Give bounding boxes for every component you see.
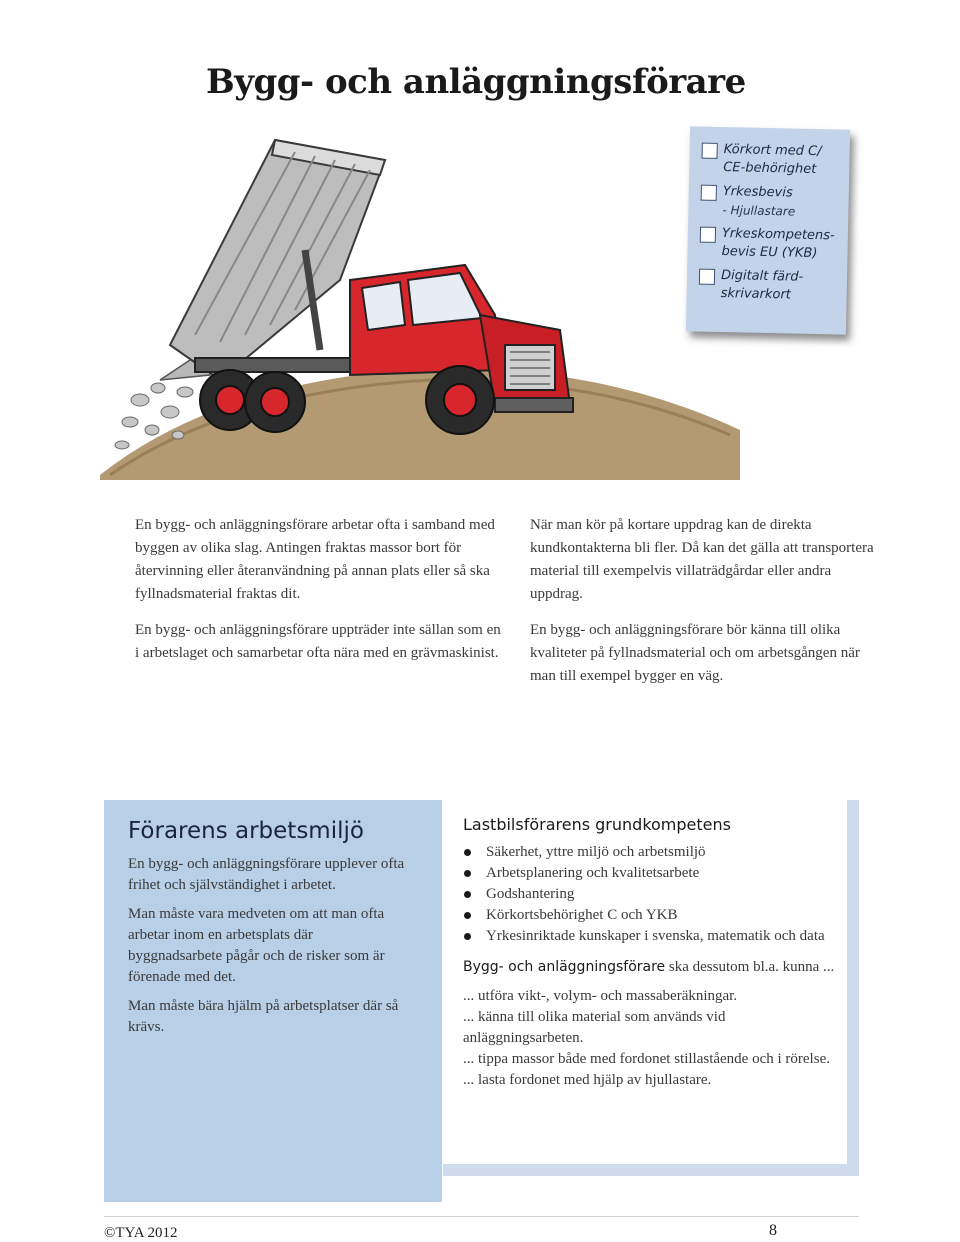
extra-skills-lead [463, 957, 841, 978]
extra-skills-lead-text: ska dessutom bl.a. kunna ... [665, 959, 835, 975]
competence-list [463, 842, 833, 947]
requirement-item [698, 267, 847, 306]
work-environment-panel [104, 800, 442, 1202]
checkbox-icon[interactable] [699, 269, 715, 285]
intro-paragraph: En bygg- och anläggningsförare bör känna till olika kvaliteter på fyllnadsmaterial och om arbetsgången när man till exempel bygger en väg. [530, 622, 860, 684]
extra-skill-item: ... känna till olika material som används vid anläggningsarbeten. [463, 1009, 726, 1046]
dump-truck-illustration [100, 130, 740, 480]
competence-panel-inner [443, 800, 847, 1164]
requirement-item [701, 141, 850, 180]
extra-skills [463, 957, 841, 1091]
checkbox-icon[interactable] [700, 227, 716, 243]
competence-item: Arbetsplanering och kvalitetsarbete [463, 863, 833, 884]
competence-item: Körkortsbehörighet C och YKB [463, 905, 833, 926]
work-environment-heading: Förarens arbetsmiljö [128, 818, 364, 844]
intro-paragraph: En bygg- och anläggningsförare uppträder inte sällan som en i arbetslaget och samarbetar ofta nära med en grävmaskinist. [135, 622, 501, 661]
requirement-label: Yrkeskompetens-bevis EU (YKB) [721, 226, 835, 262]
checkbox-icon[interactable] [701, 185, 717, 201]
requirement-label: Digitalt färd-skrivarkort [720, 268, 804, 303]
competence-item: Säkerhet, yttre miljö och arbetsmiljö [463, 842, 833, 863]
competence-heading: Lastbilsförarens grundkompetens [463, 815, 731, 834]
requirements-panel [686, 126, 850, 334]
requirements-list [686, 126, 850, 305]
extra-skill-item: ... tippa massor både med fordonet stillastående och i rörelse. [463, 1051, 830, 1067]
extra-skill-item: ... utföra vikt-, volym- och massaberäkningar. [463, 988, 738, 1004]
extra-skills-role: Bygg- och anläggningsförare [463, 959, 666, 975]
requirement-item [700, 183, 849, 222]
footer-copyright: ©TYA 2012 [104, 1225, 178, 1241]
work-environment-paragraph: En bygg- och anläggningsförare upplever ofta frihet och självständighet i arbetet. [128, 856, 405, 893]
competence-item: Yrkesinriktade kunskaper i svenska, matematik och data [463, 926, 833, 947]
footer-divider [104, 1216, 859, 1217]
extra-skill-item: ... lasta fordonet med hjälp av hjullastare. [463, 1072, 712, 1088]
footer-page-number: 8 [769, 1222, 777, 1239]
intro-column-right [530, 514, 875, 701]
intro-column-left [135, 514, 505, 678]
competence-item: Godshantering [463, 884, 833, 905]
requirement-sub: - Hjullastare [722, 203, 796, 219]
checkbox-icon[interactable] [701, 143, 717, 159]
work-environment-paragraph: Man måste bära hjälm på arbetsplatser där så krävs. [128, 998, 399, 1035]
page-title: Bygg- och anläggningsförare [206, 62, 746, 102]
requirement-label [722, 183, 845, 222]
requirement-label-main: Yrkesbevis [722, 184, 793, 201]
requirement-label: Körkort med C/ CE-behörighet [723, 142, 822, 177]
intro-paragraph: När man kör på kortare uppdrag kan de direkta kundkontakterna bli fler. Då kan det gälla att transportera material till exempelvis villaträdgårdar eller andra uppdrag. [530, 517, 874, 602]
intro-paragraph: En bygg- och anläggningsförare arbetar ofta i samband med byggen av olika slag. Antingen fraktas massor bort för återvinning eller återanvändning på annan plats eller så ska fyllnadsmaterial fraktas dit. [135, 517, 495, 602]
work-environment-body [128, 854, 408, 1038]
requirement-item [699, 225, 848, 264]
work-environment-paragraph: Man måste vara medveten om att man ofta arbetar inom en arbetsplats där byggnadsarbete pågår och de risker som är förenade med det. [128, 906, 385, 985]
competence-panel [443, 800, 859, 1176]
